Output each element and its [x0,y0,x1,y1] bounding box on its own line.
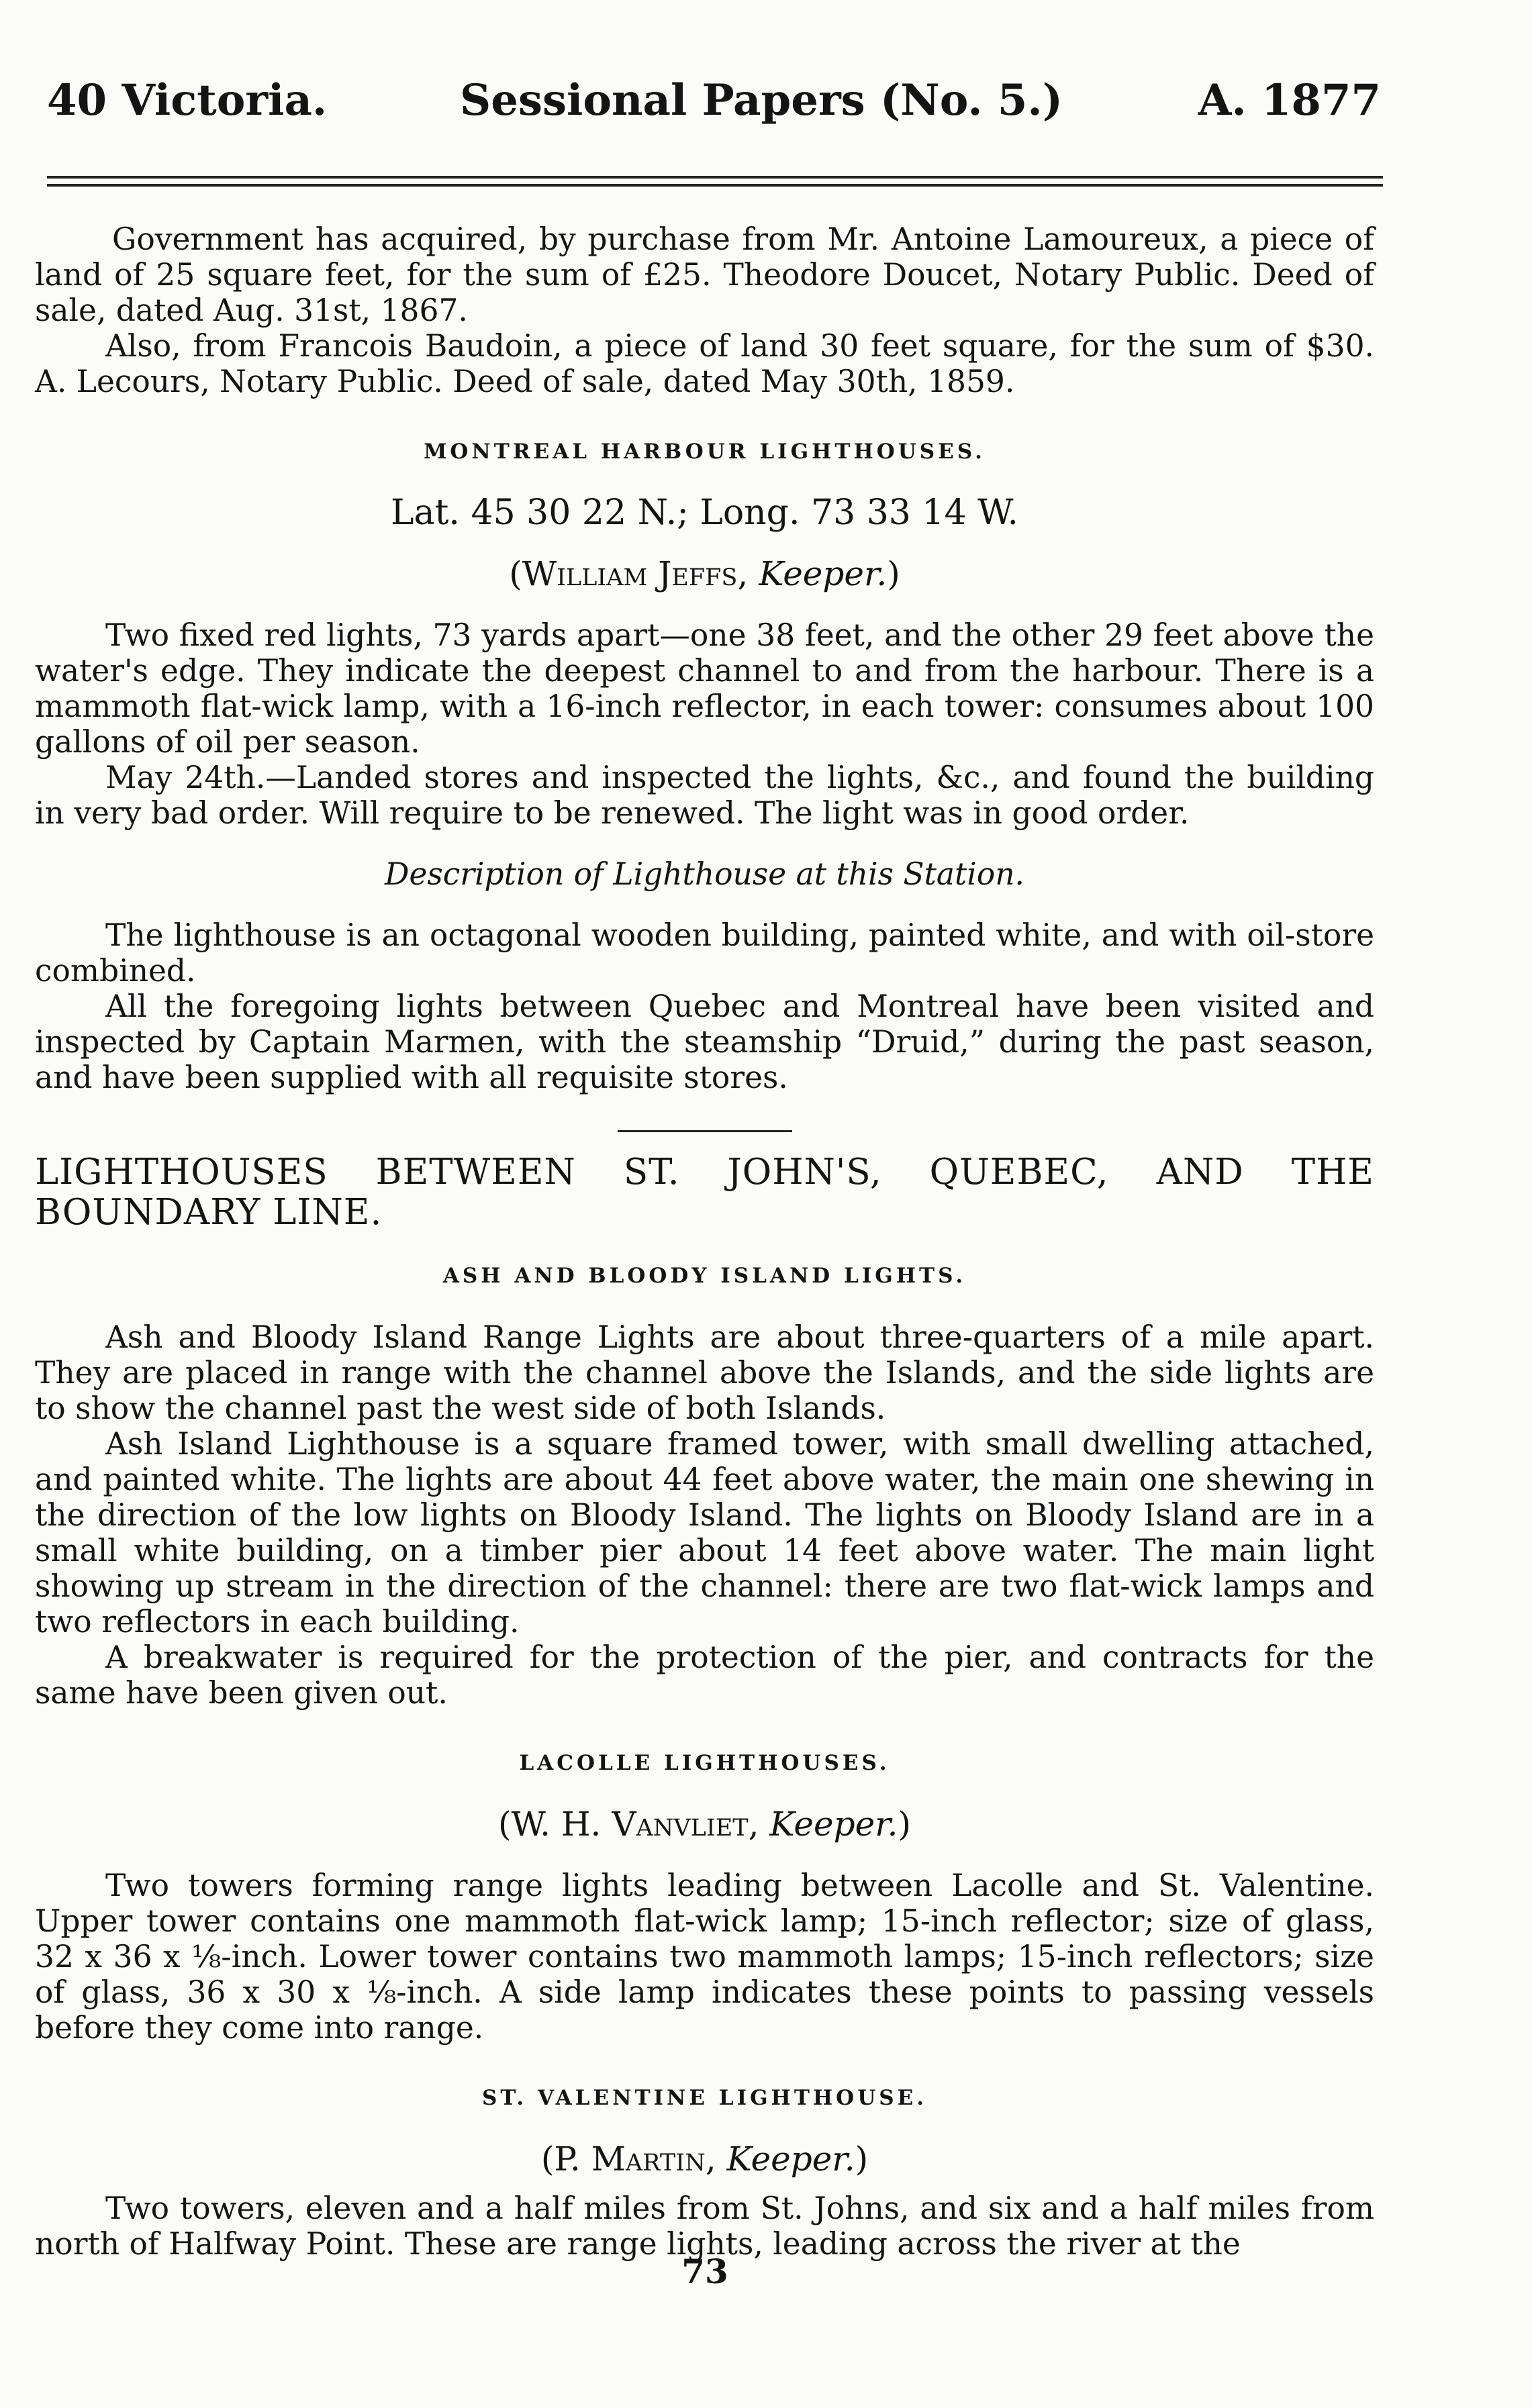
keeper-role: Keeper. [759,554,888,593]
subsection-title: ASH AND BLOODY ISLAND LIGHTS. [442,1264,967,1288]
keeper-role: Keeper. [769,1805,898,1844]
page-body [35,221,1374,2262]
keeper-name: William Jeffs [522,554,738,593]
paragraph: Two towers forming range lights leading between Lacolle and St. Valentine. Upper tower contains one mammoth flat-wick lamp; 15-inch reflector; size of glass, 32 x 36 x ⅛-inch. Lower tower contains two mammoth lamps; 15-inch reflectors; size of glass, 36 x 30 x ⅛-inch. A side lamp indicates these points to passing vessels before they come into range. [35,1868,1374,2046]
keeper-line: (William Jeffs, Keeper.) [509,554,900,593]
subsection-title: ST. VALENTINE LIGHTHOUSE. [481,2086,928,2110]
paragraph: The lighthouse is an octagonal wooden building, painted white, and with oil-store combined. [35,917,1374,989]
latitude-longitude: Lat. 45 30 22 N.; Long. 73 33 14 W. [391,493,1018,533]
paragraph: All the foregoing lights between Quebec and Montreal have been visited and inspected by Captain Marmen, with the steamship “Druid,” during the past season, and have been supplied with all requisite stores. [35,989,1374,1095]
paragraph: Two fixed red lights, 73 yards apart—one 38 feet, and the other 29 feet above the water's edge. They indicate the deepest channel to and from the harbour. There is a mammoth flat-wick lamp, with a 16-inch reflector, in each tower: consumes about 100 gallons of oil per season. [35,617,1374,760]
header-rule-top [47,176,1383,179]
keeper-name: W. H. Vanvliet [511,1805,749,1844]
keeper-line: (W. H. Vanvliet, Keeper.) [498,1805,911,1844]
paragraph: Two towers, eleven and a half miles from St. Johns, and six and a half miles from north of Halfway Point. These are range lights, leading across the river at the [35,2191,1374,2262]
keeper-role: Keeper. [726,2140,855,2178]
keeper-name: P. Martin [554,2140,706,2178]
page-number: 73 [681,2252,728,2291]
paragraph: Government has acquired, by purchase from Mr. Antoine Lamoureux, a piece of land of 25 square feet, for the sum of £25. Theodore Doucet, Notary Public. Deed of sale, dated Aug. 31st, 1867. [35,221,1374,328]
subsection-title: LACOLLE LIGHTHOUSES. [519,1751,890,1775]
paragraph: May 24th.—Landed stores and inspected the lights, &c., and found the building in very bad order. Will require to be renewed. The light was in good order. [35,760,1374,831]
paragraph: Ash Island Lighthouse is a square framed tower, with small dwelling attached, and painted white. The lights are about 44 feet above water, the main one shewing in the direction of the low lights on Bloody Island. The lights on Bloody Island are in a small white building, on a timber pier about 14 feet above water. The main light showing up stream in the direction of the channel: there are two flat-wick lamps and two reflectors in each building. [35,1426,1374,1640]
paragraph: Ash and Bloody Island Range Lights are about three-quarters of a mile apart. They are placed in range with the channel above the Islands, and the side lights are to show the channel past the west side of both Islands. [35,1319,1374,1426]
subsection-title: MONTREAL HARBOUR LIGHTHOUSES. [424,440,986,464]
running-header [47,75,1381,149]
header-year: A. 1877 [1198,75,1381,126]
paragraph: A breakwater is required for the protection of the pier, and contracts for the same have been given out. [35,1640,1374,1711]
description-heading: Description of Lighthouse at this Station. [385,856,1024,892]
keeper-line: (P. Martin, Keeper.) [540,2140,869,2178]
header-title: Sessional Papers (No. 5.) [460,75,1063,126]
section-heading: LIGHTHOUSES BETWEEN ST. JOHN'S, QUEBEC, AND THE BOUNDARY LINE. [35,1152,1374,1233]
header-session: 40 Victoria. [47,75,328,126]
paragraph: Also, from Francois Baudoin, a piece of land 30 feet square, for the sum of $30. A. Lecours, Notary Public. Deed of sale, dated May 30th, 1859. [35,328,1374,399]
header-rule-bottom [47,184,1383,187]
